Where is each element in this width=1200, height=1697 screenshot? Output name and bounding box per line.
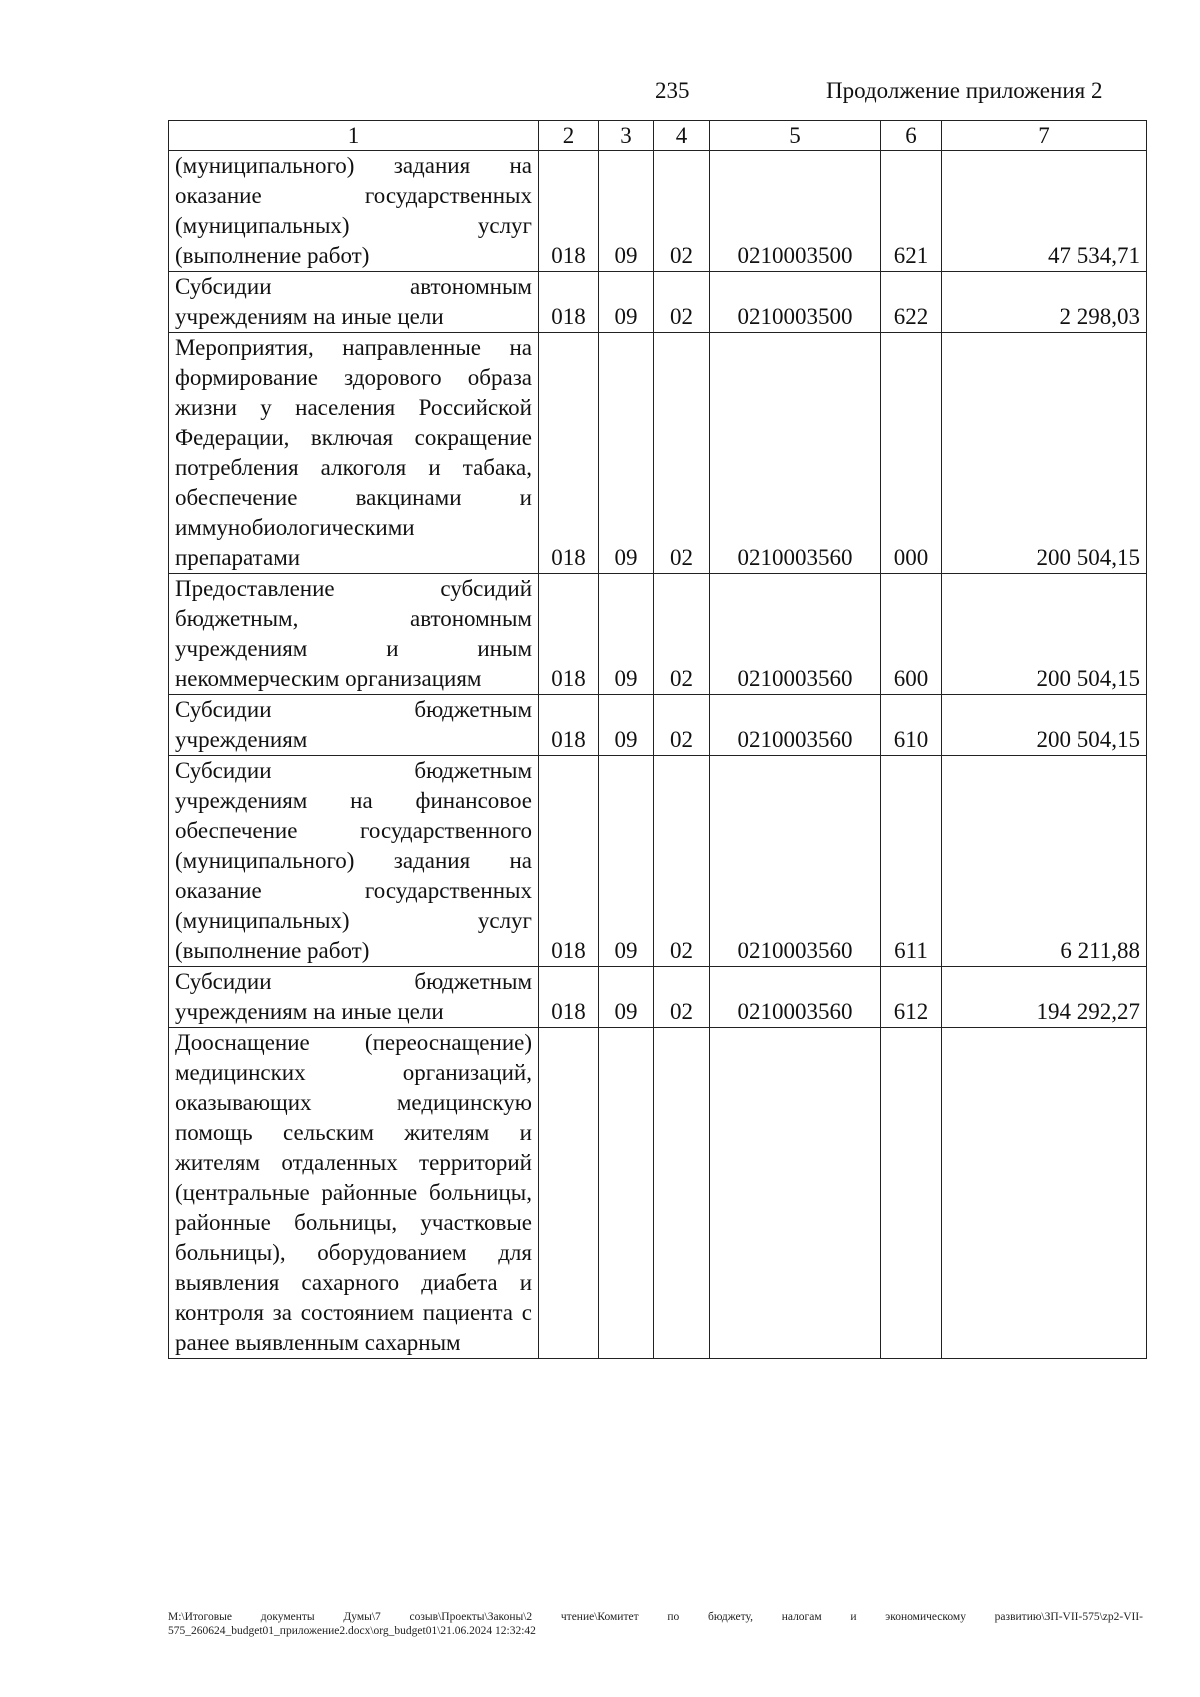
cell-section: 09 [599, 151, 654, 272]
row-description: (муниципального) задания на оказание государственных (муниципальных) услуг (выполнение работ) [169, 151, 539, 272]
cell-amount: 194 292,27 [942, 967, 1147, 1028]
table-header-row [169, 121, 1147, 151]
row-description: Мероприятия, направленные на формирование здорового образа жизни у населения Российской Федерации, включая сокращение потребления алкоголя и табака, обеспечение вакцинами и иммунобиологическими препаратами [169, 333, 539, 574]
table-row [169, 272, 1147, 333]
cell-amount: 200 504,15 [942, 333, 1147, 574]
table-row [169, 574, 1147, 695]
row-description: Предоставление субсидий бюджетным, автономным учреждениям и иным некоммерческим организациям [169, 574, 539, 695]
cell-admin-code: 018 [539, 272, 599, 333]
table-row [169, 695, 1147, 756]
cell-subsection: 02 [654, 333, 710, 574]
file-path-footer: M:\Итоговые документы Думы\7 созыв\Проекты\Законы\2 чтение\Комитет по бюджету, налогам и экономическому развитию\ЗП-VII-575\zp2-VII-575_260624_budget01_приложение2.docx\org_budget01\21.06.2024 12:32:42 [168, 1611, 1143, 1637]
cell-subsection: 02 [654, 272, 710, 333]
cell-section: 09 [599, 695, 654, 756]
cell-target-article: 0210003560 [710, 333, 881, 574]
column-header: 4 [654, 121, 710, 151]
table-row [169, 967, 1147, 1028]
cell-target-article: 0210003560 [710, 756, 881, 967]
cell-target-article: 0210003560 [710, 967, 881, 1028]
budget-table [168, 120, 1147, 1359]
cell-admin-code: 018 [539, 695, 599, 756]
page-number: 235 [655, 78, 690, 103]
table-row [169, 1028, 1147, 1359]
cell-amount: 200 504,15 [942, 574, 1147, 695]
table-row [169, 151, 1147, 272]
cell-amount: 2 298,03 [942, 272, 1147, 333]
row-description: Субсидии бюджетным учреждениям на финансовое обеспечение государственного (муниципального) задания на оказание государственных (муниципальных) услуг (выполнение работ) [169, 756, 539, 967]
cell-amount: 6 211,88 [942, 756, 1147, 967]
column-header: 7 [942, 121, 1147, 151]
column-header: 5 [710, 121, 881, 151]
cell-expense-type: 622 [881, 272, 942, 333]
cell-target-article: 0210003500 [710, 151, 881, 272]
column-header: 1 [169, 121, 539, 151]
cell-expense-type: 600 [881, 574, 942, 695]
cell-amount: 200 504,15 [942, 695, 1147, 756]
cell-admin-code: 018 [539, 967, 599, 1028]
column-header: 3 [599, 121, 654, 151]
cell-subsection: 02 [654, 151, 710, 272]
continuation-label: Продолжение приложения 2 [826, 78, 1103, 103]
cell-expense-type: 621 [881, 151, 942, 272]
cell-subsection: 02 [654, 756, 710, 967]
column-header: 6 [881, 121, 942, 151]
row-description: Субсидии бюджетным учреждениям [169, 695, 539, 756]
cell-section: 09 [599, 333, 654, 574]
cell-admin-code: 018 [539, 756, 599, 967]
row-description: Дооснащение (переоснащение) медицинских организаций, оказывающих медицинскую помощь сельским жителям и жителям отдаленных территорий (центральные районные больницы, районные больницы, участковые больницы), оборудованием для выявления сахарного диабета и контроля за состоянием пациента с ранее выявленным сахарным [169, 1028, 539, 1359]
column-header: 2 [539, 121, 599, 151]
cell-admin-code: 018 [539, 151, 599, 272]
cell-section: 09 [599, 574, 654, 695]
cell-section: 09 [599, 756, 654, 967]
cell-target-article: 0210003500 [710, 272, 881, 333]
cell-expense-type [881, 1028, 942, 1359]
cell-admin-code: 018 [539, 333, 599, 574]
cell-expense-type: 610 [881, 695, 942, 756]
cell-expense-type: 611 [881, 756, 942, 967]
cell-section [599, 1028, 654, 1359]
cell-subsection [654, 1028, 710, 1359]
cell-amount [942, 1028, 1147, 1359]
cell-section: 09 [599, 272, 654, 333]
cell-amount: 47 534,71 [942, 151, 1147, 272]
cell-admin-code [539, 1028, 599, 1359]
cell-subsection: 02 [654, 695, 710, 756]
cell-expense-type: 612 [881, 967, 942, 1028]
cell-target-article: 0210003560 [710, 695, 881, 756]
cell-section: 09 [599, 967, 654, 1028]
row-description: Субсидии бюджетным учреждениям на иные цели [169, 967, 539, 1028]
table-row [169, 333, 1147, 574]
cell-admin-code: 018 [539, 574, 599, 695]
row-description: Субсидии автономным учреждениям на иные цели [169, 272, 539, 333]
cell-subsection: 02 [654, 967, 710, 1028]
cell-subsection: 02 [654, 574, 710, 695]
cell-target-article: 0210003560 [710, 574, 881, 695]
cell-target-article [710, 1028, 881, 1359]
table-row [169, 756, 1147, 967]
cell-expense-type: 000 [881, 333, 942, 574]
